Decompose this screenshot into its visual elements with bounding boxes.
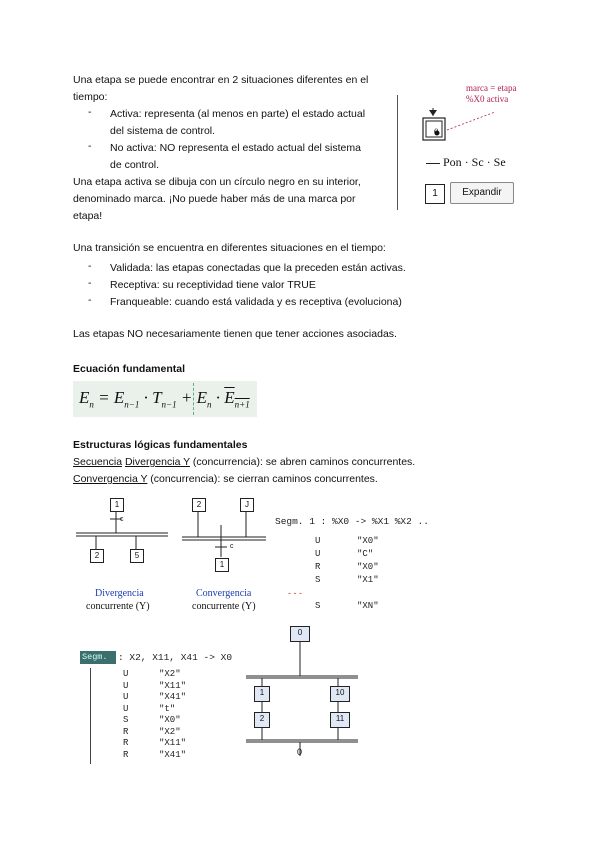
list-item: Franqueable: cuando está validada y es receptiva (evoluciona) — [110, 296, 402, 308]
code-val: "X41" — [159, 692, 187, 702]
transition-bar — [426, 163, 440, 164]
code-row — [123, 692, 186, 704]
code-val: "X2" — [159, 726, 181, 737]
underlined-term: Divergencia Y — [124, 456, 190, 468]
step-number: 0 — [434, 127, 439, 137]
text-line: Una etapa activa se dibuja con un círculo negro en su interior, — [73, 176, 361, 188]
text-line: (concurrencia): se abren caminos concurrentes. — [189, 456, 416, 468]
text-line: etapa! — [73, 210, 103, 222]
transition-label: c — [230, 543, 234, 550]
code-val: "X11" — [159, 680, 187, 691]
code-op: R — [315, 562, 321, 572]
code-val: "X41" — [159, 749, 187, 760]
list-item: Validada: las etapas conectadas que la preceden están activas. — [110, 262, 406, 274]
code-op: U — [123, 692, 129, 702]
transition-label: Pon · Sc · Se — [443, 155, 506, 169]
bottom-label: 0 — [297, 747, 303, 757]
annotation-line: %X0 activa — [466, 94, 509, 104]
code-row — [315, 548, 379, 561]
code-val: "t" — [159, 703, 176, 714]
code-val: "X11" — [159, 738, 187, 748]
bullet-dash: - — [88, 140, 92, 152]
code-op: R — [123, 726, 129, 737]
step-1-box: 1 — [425, 184, 445, 204]
step-box: 11 — [330, 712, 350, 728]
code-row — [123, 750, 186, 762]
transition-label: c — [120, 516, 124, 523]
code-op: S — [123, 715, 129, 725]
list-item — [110, 106, 365, 140]
equation-marker — [193, 383, 194, 415]
equation-text — [73, 381, 74, 382]
code-row — [123, 681, 186, 693]
code-row — [315, 601, 379, 611]
bullet-text: de control. — [110, 159, 160, 171]
intro-line: tiempo: — [73, 91, 108, 103]
annotation-leader — [447, 112, 495, 130]
code-val: "X0" — [159, 715, 181, 725]
expand-button[interactable]: Expandir — [450, 182, 514, 204]
step-box: J — [240, 498, 254, 512]
code-row — [123, 715, 186, 727]
bullet-dash: - — [88, 277, 92, 289]
step-box: 5 — [130, 549, 144, 563]
code-op: S — [315, 575, 321, 585]
code-row — [123, 669, 186, 681]
code-op: U — [315, 536, 321, 546]
step-box: 2 — [90, 549, 104, 563]
code-op: R — [123, 738, 129, 748]
caption: concurrente (Y) — [86, 601, 150, 612]
bullet-text: del sistema de control. — [110, 125, 216, 137]
annotation-line: marca = etapa — [466, 83, 517, 93]
caption: Convergencia — [196, 588, 252, 599]
note: Las etapas NO necesariamente tienen que tener acciones asociadas. — [73, 328, 397, 340]
segment-header: : X2, X11, X41 -> X0 — [118, 652, 233, 663]
step-box: 2 — [192, 498, 206, 512]
transition-intro: Una transición se encuentra en diferentes situaciones en el tiempo: — [73, 242, 386, 254]
marca-paragraph — [73, 174, 393, 225]
text-line: denominado marca. ¡No puede haber más de una marca por — [73, 193, 356, 205]
code-op: R — [123, 749, 129, 760]
code-op: U — [123, 680, 129, 691]
step-box: 1 — [215, 558, 229, 572]
bullet-dash: - — [88, 260, 92, 272]
code-row — [315, 561, 379, 574]
code-list — [315, 535, 379, 587]
underlined-term: Convergencia Y — [73, 473, 148, 485]
step-box: 1 — [254, 686, 270, 702]
code-val: "X0" — [357, 562, 379, 572]
code-op: U — [123, 703, 129, 714]
equation-box — [73, 381, 257, 417]
code-val: "C" — [357, 549, 374, 559]
bullet-text: No activa: NO representa el estado actual del sistema — [110, 142, 361, 154]
arrow-icon — [429, 110, 437, 116]
code-val: "X2" — [159, 669, 181, 679]
caption: concurrente (Y) — [192, 601, 256, 612]
code-op: S — [315, 601, 321, 611]
code-val: "X1" — [357, 575, 379, 585]
ellipsis: - - - — [288, 588, 302, 598]
step-box: 1 — [110, 498, 124, 512]
code-val: "X0" — [357, 536, 379, 546]
bullet-dash: - — [88, 294, 92, 306]
text-line: (concurrencia): se cierran caminos concurrentes. — [147, 473, 378, 485]
segment-tag-text: Segm. — [82, 652, 108, 662]
equation-heading: Ecuación fundamental — [73, 363, 186, 375]
code-val: "XN" — [357, 601, 379, 611]
underlined-term: Secuencia — [73, 456, 123, 468]
code-op: U — [123, 669, 129, 679]
list-item: Receptiva: su receptividad tiene valor TRUE — [110, 279, 316, 291]
figure-divider — [397, 95, 398, 210]
intro-paragraph — [73, 72, 393, 106]
divergence-diagram — [70, 495, 180, 585]
code-gutter — [90, 668, 91, 764]
code-row — [315, 574, 379, 587]
equation-render: $E_n = E_{n-1} \cdot T_{n-1} + E_n \cdot E_{n+1}$ — [79, 388, 250, 410]
bullet-text: Activa: representa (al menos en parte) el estado actual — [110, 108, 366, 120]
step-box: 2 — [254, 712, 270, 728]
intro-line: Una etapa se puede encontrar en 2 situaciones diferentes en el — [73, 74, 369, 86]
code-row — [123, 738, 186, 750]
structures-line-2 — [73, 471, 378, 488]
list-item — [110, 140, 361, 174]
segment-header: Segm. 1 : %X0 -> %X1 %X2 .. — [275, 516, 429, 527]
step-box: 0 — [290, 626, 310, 642]
code-op: U — [315, 549, 321, 559]
bullet-dash: - — [88, 106, 92, 118]
structures-line-1 — [73, 454, 415, 471]
caption: Divergencia — [95, 588, 144, 599]
step-box: 10 — [330, 686, 350, 702]
code-row — [123, 704, 186, 716]
structures-heading: Estructuras lógicas fundamentales — [73, 439, 248, 451]
code-row — [123, 727, 186, 739]
code-row — [315, 535, 379, 548]
code-list — [123, 669, 186, 761]
